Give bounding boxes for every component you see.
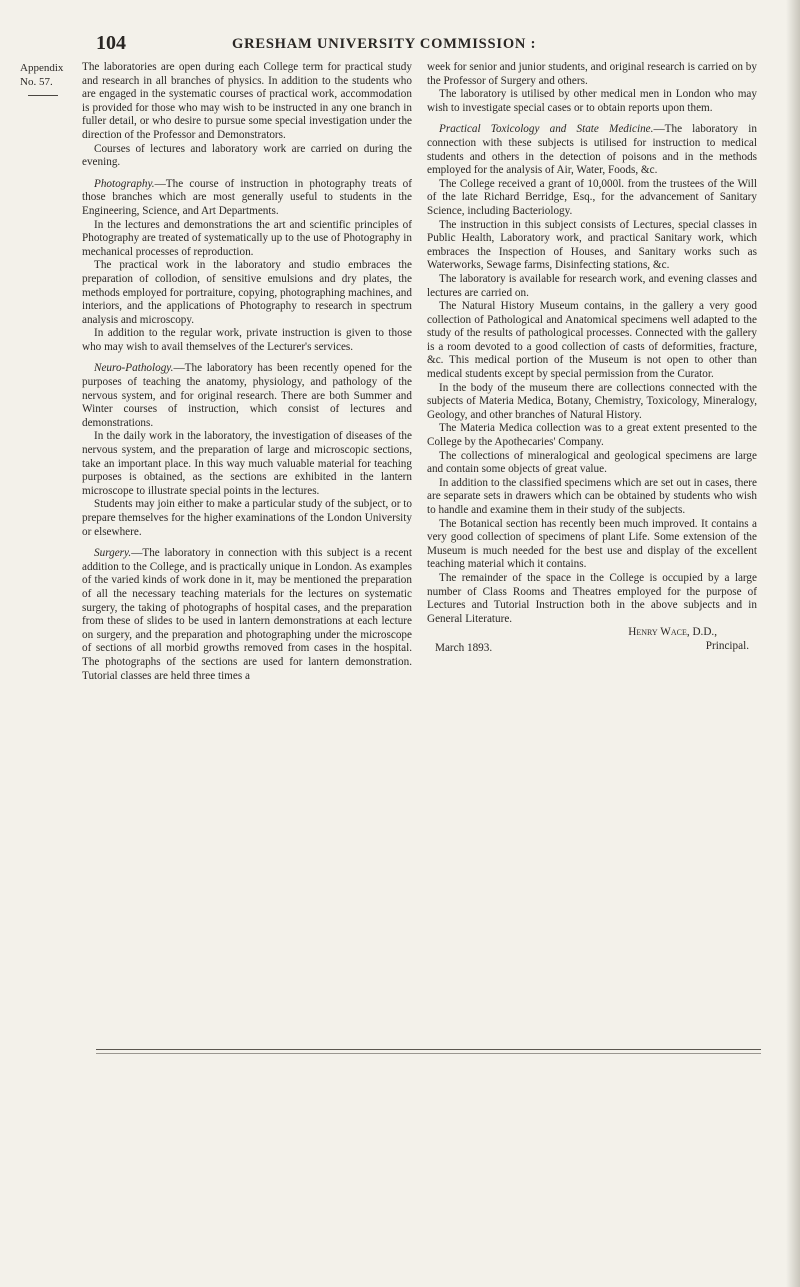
paragraph: The laboratories are open during each College term for practical study and research in all branches of physics. In addition to the students who are engaged in the systematic courses of practical work, accommodation is provided for those who may wish to be instructed in any one branch in fuller detail, or who desire to pursue some special investigation under the direction of the Professor and Demonstrators. — [82, 61, 412, 141]
signatory-title: Principal. — [705, 639, 749, 652]
paragraph: Students may join either to make a particular study of the subject, or to prepare themselves for the higher examinations of the London University or elsewhere. — [82, 498, 412, 538]
footer-rule — [96, 1049, 761, 1050]
paragraph: week for senior and junior students, and original research is carried on by the Professor of Surgery and others. — [427, 61, 757, 87]
paragraph: The laboratory is utilised by other medical men in London who may wish to investigate special cases or to obtain reports upon them. — [427, 88, 757, 114]
paragraph: The Materia Medica collection was to a great extent presented to the College by the Apothecaries' Company. — [427, 422, 757, 449]
paragraph: The practical work in the laboratory and studio embraces the preparation of collodion, of sensitive emulsions and dry plates, the methods employed for portraiture, copying, photographing machines, and interiors, and the applications of Photography to research in spectrum analysis and microscopy. — [82, 259, 412, 326]
page-edge-shadow — [786, 0, 800, 1287]
paragraph: The College received a grant of 10,000l. from the trustees of the Will of the late Richard Berridge, Esq., for the advancement of Sanitary Science, including Bacteriology. — [427, 177, 757, 217]
signatory-name: Henry Wace, D.D., — [628, 626, 717, 639]
footer-rule-secondary — [96, 1053, 761, 1054]
paragraph: Courses of lectures and laboratory work are carried on during the evening. — [82, 142, 412, 169]
left-column — [82, 61, 412, 683]
paragraph: The laboratory is available for research work, and evening classes and lectures are carried on. — [427, 272, 757, 299]
section-paragraph: Practical Toxicology and State Medicine.—The laboratory in connection with these subjects is utilised for instruction to medical students and others in the detection of poisons and in the methods employed for the analysis of Air, Water, Foods, &c. — [427, 123, 757, 177]
running-head: GRESHAM UNIVERSITY COMMISSION : — [232, 36, 537, 52]
paragraph: In the body of the museum there are collections connected with the subjects of Materia Medica, Botany, Chemistry, Toxicology, Mineralogy, Geology, and other branches of Natural History. — [427, 381, 757, 421]
paragraph: The remainder of the space in the College is occupied by a large number of Class Rooms and Theatres employed for the purpose of Lectures and Tutorial Instruction both in the above subjects and in General Literature. — [427, 571, 757, 625]
section-paragraph: Photography.—The course of instruction in photography treats of those branches which are most generally useful to students in the Engineering, Science, and Art Departments. — [82, 177, 412, 217]
section-paragraph: Surgery.—The laboratory in connection with this subject is a recent addition to the College, and is practically unique in London. As examples of the varied kinds of work done in it, may be mentioned the preparation of all the necessary teaching materials for the lectures on systematic surgery, the taking of photographs of hospital cases, and the preparation from these of slides to be used in lantern demonstrations at each lecture on surgery, and the preparation and photographing under the microscope of sections of all morbid growths removed from cases in the hospital. The photographs of the sections are used for lantern demonstration. Tutorial classes are held three times a — [82, 547, 412, 682]
signature-block — [427, 626, 757, 655]
paragraph: The Botanical section has recently been much improved. It contains a very good collection of specimens of plant Life. Some extension of the Museum is much needed for the best use and display of the excellent teaching material which it contains. — [427, 517, 757, 571]
paragraph: In addition to the classified specimens which are set out in cases, there are separate sets in drawers which can be obtained by students who wish to handle and examine them in their study of the subjects. — [427, 476, 757, 516]
appendix-label: Appendix — [20, 62, 64, 74]
section-heading: Photography. — [94, 177, 155, 190]
margin-note — [20, 62, 66, 96]
paragraph: The instruction in this subject consists of Lectures, special classes in Public Health, Laboratory work, and practical Sanitary work, which embraces the Inspection of Houses, and Sanitary works such as Waterworks, Sewage farms, Disinfecting stations, &c. — [427, 218, 757, 272]
section-heading: Neuro-Pathology. — [94, 362, 174, 375]
paragraph: The Natural History Museum contains, in the gallery a very good collection of Pathological and Anatomical specimens well adapted to the study of the results of pathological processes. Connected with the gallery is a room devoted to a good collection of casts of deformities, fracture, &c. This medical portion of the Museum is not open to other than medical students except by special permission from the Curator. — [427, 300, 757, 381]
section-paragraph: Neuro-Pathology.—The laboratory has been recently opened for the purposes of teaching the anatomy, physiology, and pathology of the nervous system, and for original research. There are both Summer and Winter courses of instruction, which consist of lectures and demonstrations. — [82, 362, 412, 429]
section-heading: Surgery. — [94, 547, 132, 560]
paragraph: The collections of mineralogical and geological specimens are large and contain some objects of great value. — [427, 449, 757, 476]
section-heading: Practical Toxicology and State Medicine. — [439, 123, 654, 136]
paragraph: In the daily work in the laboratory, the investigation of diseases of the nervous system, and the preparation of large and microscopic sections, take an important place. In this way much valuable material for teaching purposes is obtained, as the sections are exhibited in the lantern microscope to illustrate special points in the lectures. — [82, 430, 412, 497]
margin-rule — [28, 95, 58, 96]
appendix-number: No. 57. — [20, 75, 53, 88]
paragraph: In addition to the regular work, private instruction is given to those who may wish to avail themselves of the Lecturer's services. — [82, 327, 412, 353]
signature-date: March 1893. — [435, 641, 493, 654]
paragraph: In the lectures and demonstrations the art and scientific principles of Photography are treated of systematically up to the use of Photography in mechanical processes of reproduction. — [82, 218, 412, 258]
right-column — [427, 61, 757, 655]
page-number: 104 — [96, 32, 126, 54]
